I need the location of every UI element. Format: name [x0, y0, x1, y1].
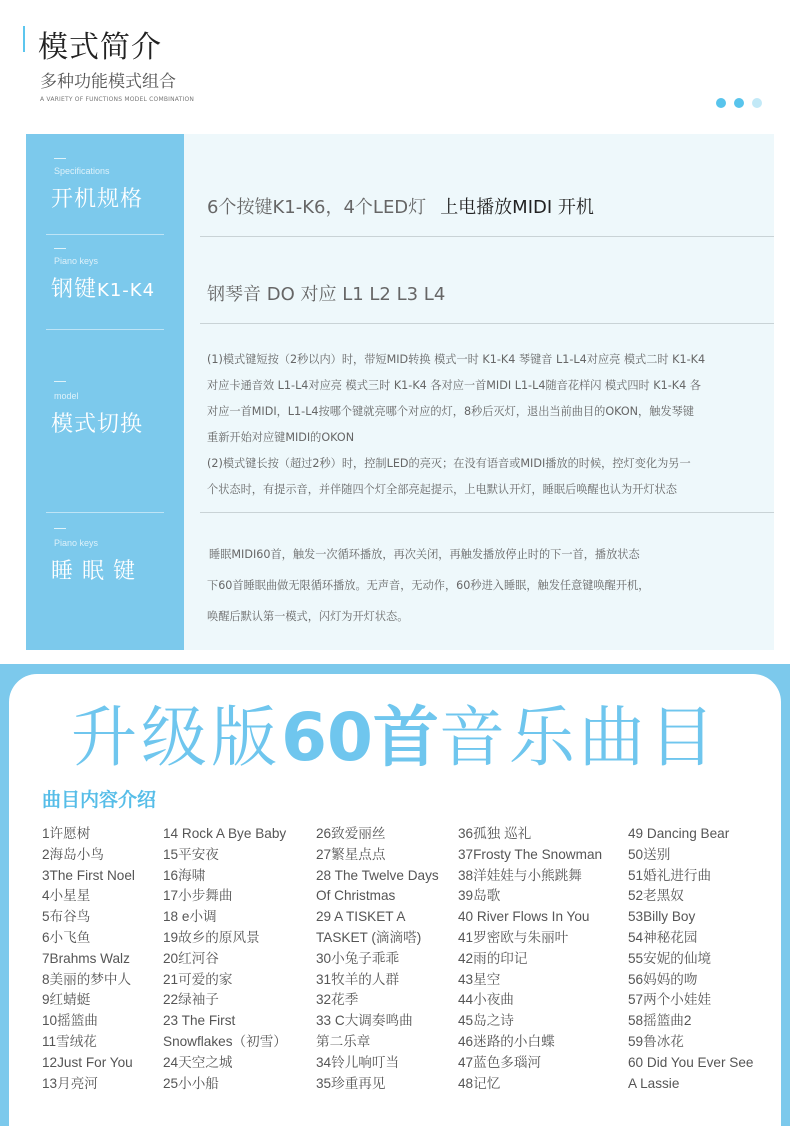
song-item: 39岛歌 — [458, 888, 501, 904]
song-item: 56妈妈的吻 — [628, 971, 698, 987]
spec-table — [26, 134, 774, 650]
song-item: 2海岛小鸟 — [42, 846, 104, 862]
song-item: A Lassie — [628, 1075, 680, 1091]
song-item: 46迷路的小白蝶 — [458, 1033, 555, 1049]
spec-label-column — [26, 134, 184, 650]
spec-power-on-content: 6个按键K1-K6，4个LED灯 上电播放MIDI 开机 — [207, 197, 594, 218]
songs-column-2 — [163, 824, 287, 1094]
spec-label-power-on: Specifications 开机规格 — [26, 134, 184, 234]
song-item: 38洋娃娃与小熊跳舞 — [458, 867, 582, 883]
spec-label-piano-keys: Piano keys 钢键K1-K4 — [26, 234, 184, 334]
song-item: 50送别 — [628, 846, 671, 862]
song-item: 14 Rock A Bye Baby — [163, 826, 287, 841]
song-item: 24天空之城 — [163, 1054, 233, 1070]
section-caption-english: A VARIETY OF FUNCTIONS MODEL COMBINATION — [40, 96, 195, 103]
song-item: 44小夜曲 — [458, 992, 514, 1008]
song-item: 32花季 — [316, 992, 359, 1008]
song-item: 15平安夜 — [163, 846, 219, 862]
song-item: 55安妮的仙境 — [628, 950, 712, 966]
song-item: 19故乡的原风景 — [163, 929, 260, 945]
song-item: 10摇篮曲 — [42, 1013, 98, 1029]
songs-subtitle: 曲目内容介绍 — [42, 789, 157, 811]
song-item: 25小小船 — [163, 1075, 219, 1091]
song-item: 11雪绒花 — [42, 1033, 97, 1049]
song-item: Snowflakes（初雪） — [163, 1033, 287, 1049]
song-item: 42雨的印记 — [458, 950, 528, 966]
song-item: 31牧羊的人群 — [316, 971, 400, 987]
song-item: 3The First Noel — [42, 867, 135, 883]
songs-column-4 — [458, 824, 602, 1094]
page-indicator-dots — [716, 98, 762, 108]
paragraph-line: 睡眠MIDI60首，触发一次循环播放，再次关闭，再触发播放停止时的下一首，播放状态 — [209, 548, 640, 561]
row-divider — [200, 323, 774, 324]
songs-column-1 — [42, 824, 135, 1094]
row-divider — [200, 236, 774, 237]
song-item: 33 C大调奏鸣曲 — [316, 1013, 413, 1029]
section-subtitle: 多种功能模式组合 — [40, 72, 176, 92]
spec-label-sleep-key: Piano keys 睡 眠 键 — [26, 512, 184, 650]
indicator-dot — [752, 98, 762, 108]
song-item: TASKET (滴滴嗒) — [316, 929, 422, 945]
song-item: 第二乐章 — [316, 1033, 371, 1049]
songs-column-3 — [316, 824, 439, 1094]
song-item: 59鲁冰花 — [628, 1033, 684, 1049]
song-item: 48记忆 — [458, 1075, 501, 1091]
spec-sleep-key-content — [209, 539, 776, 632]
song-item: 41罗密欧与朱丽叶 — [458, 929, 569, 945]
indicator-dot — [734, 98, 744, 108]
song-item: 43星空 — [458, 971, 501, 987]
row-divider — [200, 512, 774, 513]
song-item: 36孤独 巡礼 — [458, 826, 532, 841]
indicator-dot — [716, 98, 726, 108]
song-item: 60 Did You Ever See — [628, 1054, 754, 1070]
song-item: 26致爱丽丝 — [316, 826, 386, 841]
song-item: 53Billy Boy — [628, 909, 696, 925]
song-item: 40 River Flows In You — [458, 909, 590, 925]
song-item: 51婚礼进行曲 — [628, 867, 712, 883]
song-item: 8美丽的梦中人 — [42, 971, 132, 987]
song-item: 22绿袖子 — [163, 992, 219, 1008]
song-item: 27繁星点点 — [316, 846, 386, 862]
section-title: 模式简介 — [38, 30, 162, 65]
song-item: 58摇篮曲2 — [628, 1013, 692, 1029]
song-item: 21可爱的家 — [163, 971, 233, 987]
song-item: 7Brahms Walz — [42, 950, 130, 966]
song-item: 47蓝色多瑙河 — [458, 1054, 542, 1070]
songs-column-5 — [628, 824, 753, 1094]
song-item: 54神秘花园 — [628, 929, 698, 945]
song-item: 17小步舞曲 — [163, 888, 233, 904]
song-item: 37Frosty The Snowman — [458, 846, 603, 862]
title-accent-bar — [23, 26, 25, 52]
song-item: 35珍重再见 — [316, 1075, 386, 1091]
song-item: 12Just For You — [42, 1054, 133, 1070]
song-item: 29 A TISKET A — [316, 909, 406, 925]
song-item: 28 The Twelve Days — [316, 867, 439, 883]
paragraph-line: (2)模式键长按（超过2秒）时，控制LED的亮灭；在没有语音或MIDI播放的时候，控灯变化为另一 — [207, 457, 691, 470]
song-item: 49 Dancing Bear — [628, 826, 730, 841]
song-item: 6小飞鱼 — [42, 929, 91, 945]
paragraph-line: 个状态时，有提示音，并伴随四个灯全部亮起提示，上电默认开灯，睡眠后唤醒也认为开灯状态 — [207, 483, 677, 496]
song-item: 52老黑奴 — [628, 888, 684, 904]
song-item: 4小星星 — [42, 888, 91, 904]
song-item: 5布谷鸟 — [42, 909, 91, 925]
spec-piano-keys-content: 钢琴音 DO 对应 L1 L2 L3 L4 — [207, 284, 446, 305]
paragraph-line: 唤醒后默认第一模式，闪灯为开灯状态。 — [207, 610, 409, 623]
song-item: 34铃儿响叮当 — [316, 1054, 400, 1070]
song-item: 23 The First — [163, 1013, 236, 1029]
paragraph-line: 对应卡通音效 L1-L4对应亮 模式三时 K1-K4 各对应一首MIDI L1-L4随音花样闪 模式四时 K1-K4 各 — [207, 379, 701, 392]
paragraph-line: (1)模式键短按（2秒以内）时，带短MID转换 模式一时 K1-K4 琴键音 L1-L4对应亮 模式二时 K1-K4 — [207, 353, 706, 366]
song-item: 20红河谷 — [163, 950, 219, 966]
songs-headline: 升级版60首音乐曲目 — [71, 699, 719, 776]
paragraph-line: 下60首睡眠曲做无限循环播放。无声音，无动作，60秒进入睡眠，触发任意键唤醒开机， — [207, 579, 650, 592]
song-item: 13月亮河 — [42, 1075, 98, 1091]
song-item: 9红蜻蜓 — [42, 992, 91, 1008]
song-item: 18 e小调 — [163, 909, 217, 925]
song-item: 16海啸 — [163, 867, 206, 883]
song-item: 1许愿树 — [42, 826, 91, 841]
spec-mode-switch-content — [207, 347, 774, 503]
song-item: 45岛之诗 — [458, 1013, 514, 1029]
paragraph-line: 重新开始对应键MIDI的OKON — [207, 431, 355, 444]
song-item: 57两个小娃娃 — [628, 992, 712, 1008]
paragraph-line: 对应一首MIDI，L1-L4按哪个键就亮哪个对应的灯，8秒后灭灯，退出当前曲目的OKON，触发琴键 — [207, 405, 694, 418]
spec-label-mode-switch: model 模式切换 — [26, 329, 184, 514]
song-item: Of Christmas — [316, 888, 396, 904]
song-item: 30小兔子乖乖 — [316, 950, 400, 966]
